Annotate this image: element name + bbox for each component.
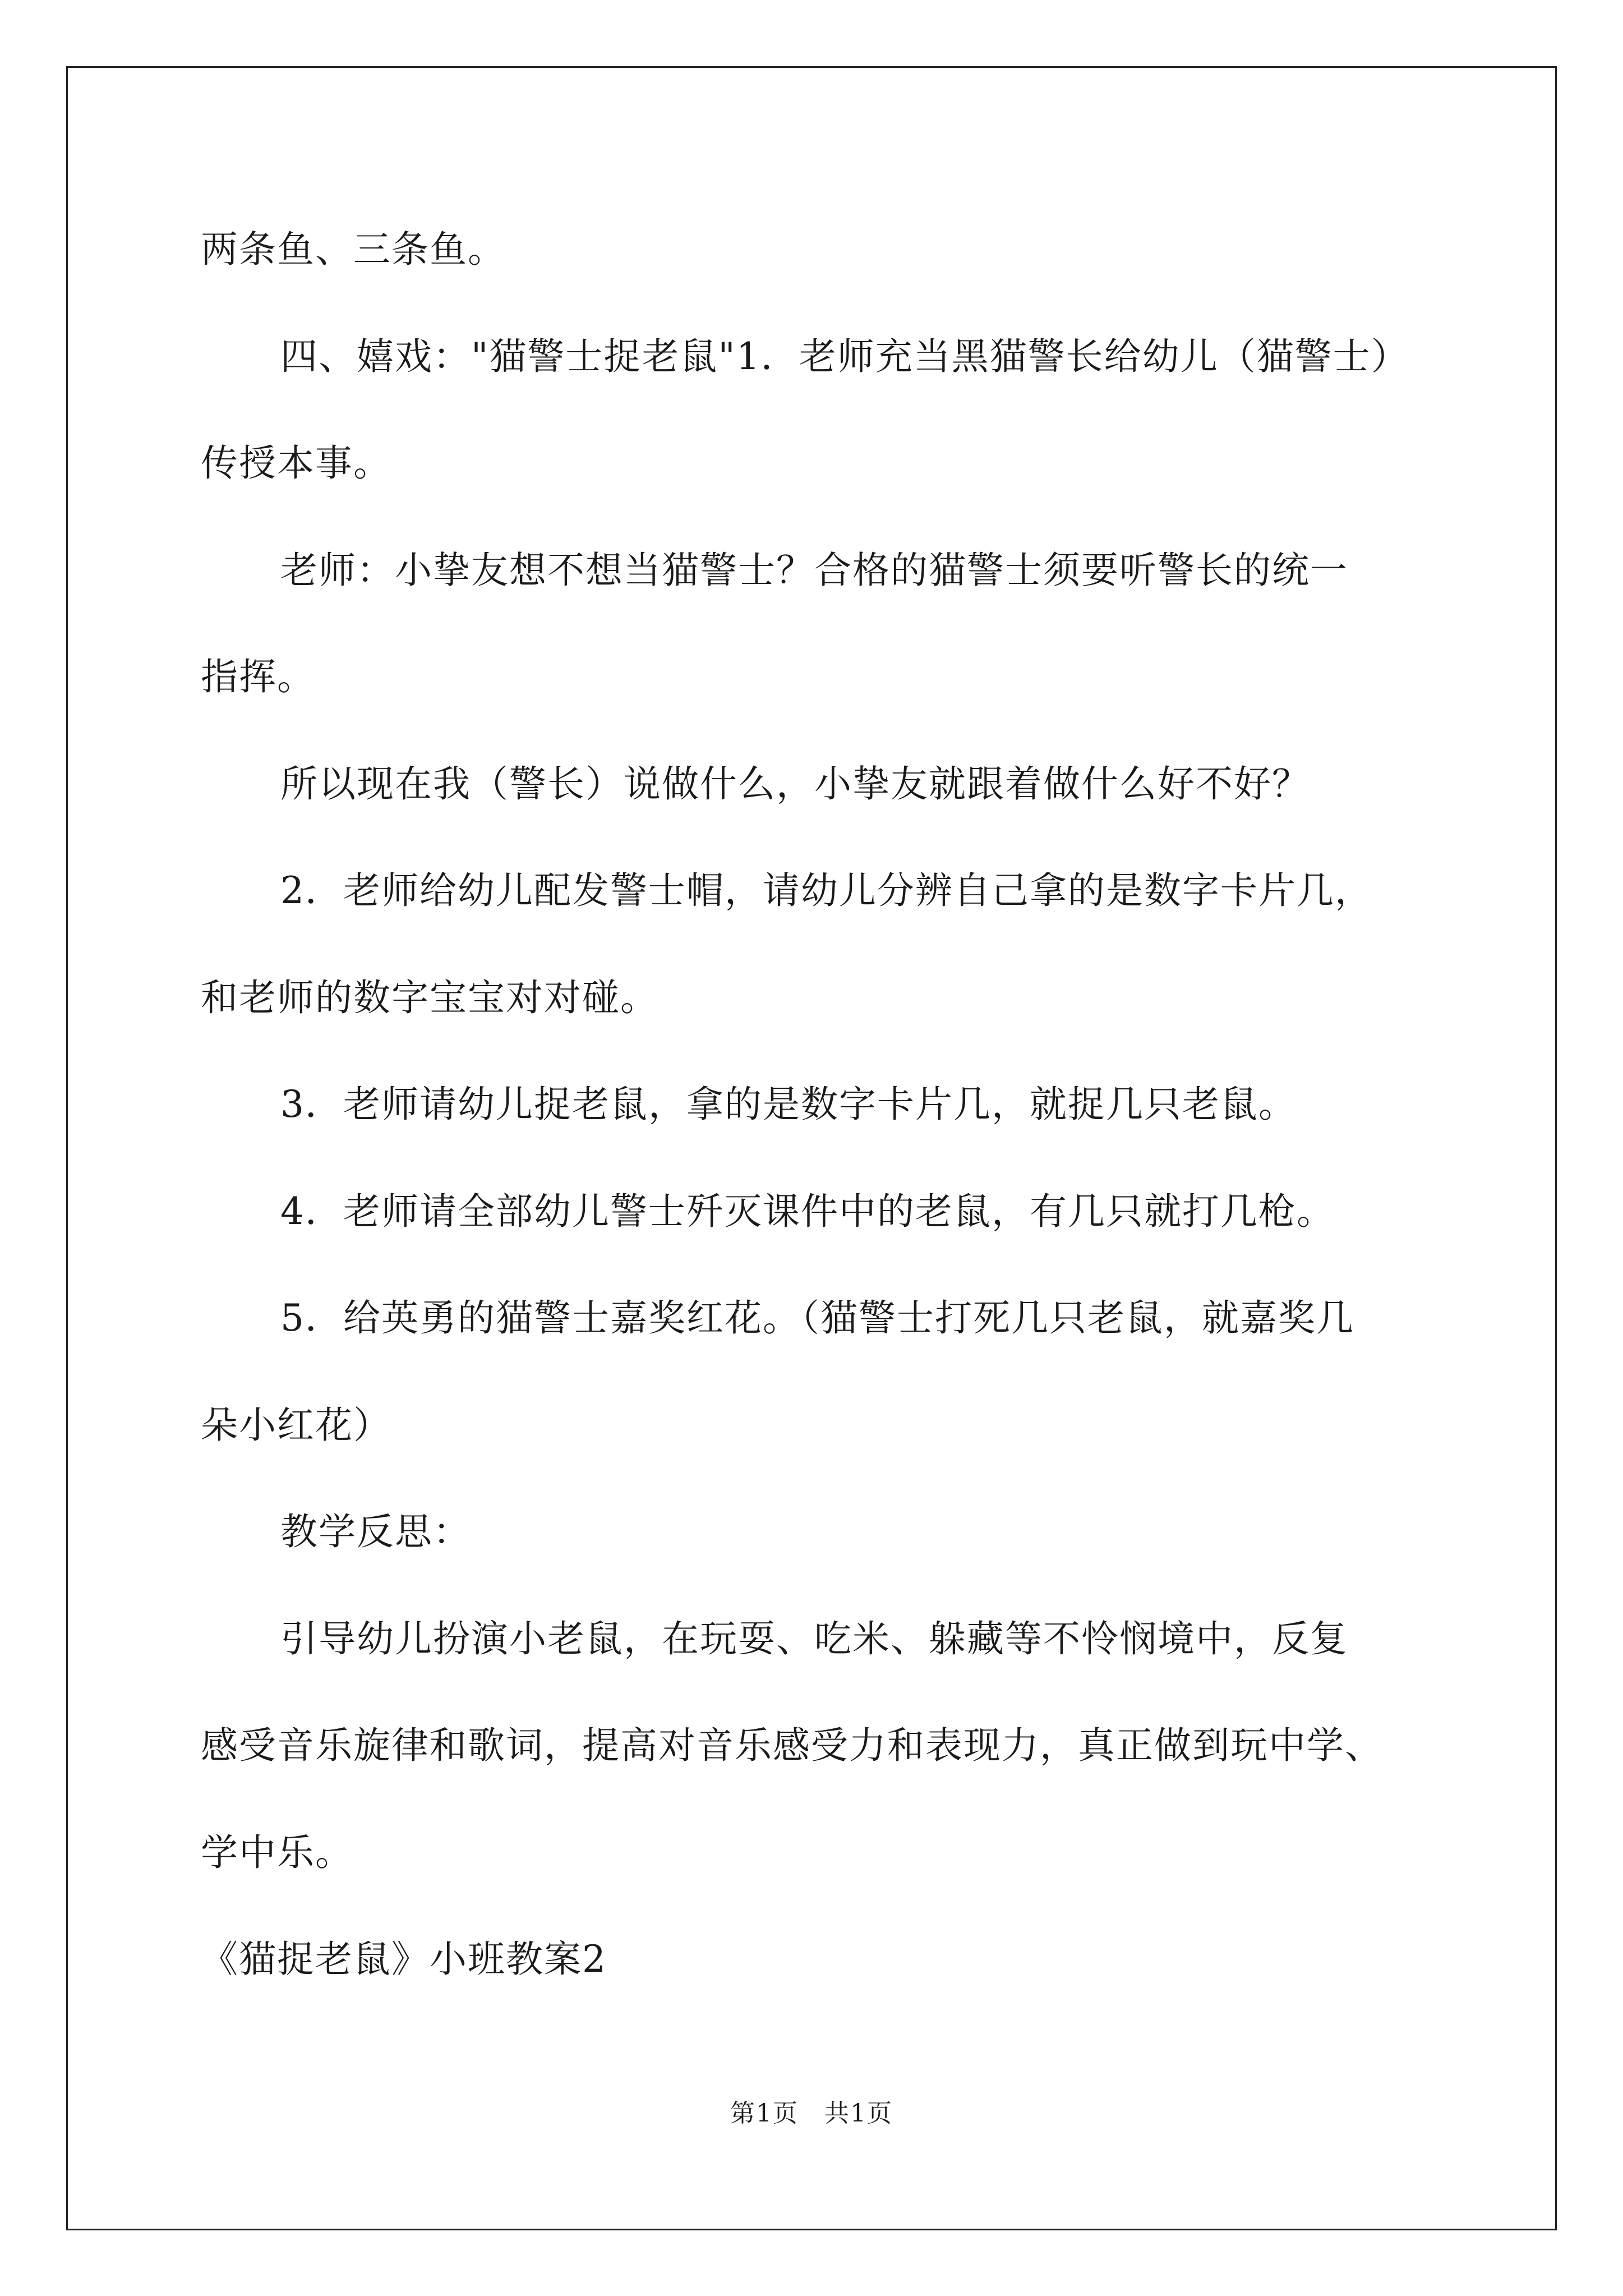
text-line: 朵小红花） xyxy=(201,1404,391,1447)
text-line: 学中乐。 xyxy=(201,1831,353,1874)
text-line: 老师：小挚友想不想当猫警士？合格的猫警士须要听警长的统一 xyxy=(280,549,1348,592)
page-border xyxy=(66,66,1557,2230)
text-line: 5．给英勇的猫警士嘉奖红花。（猫警士打死几只老鼠，就嘉奖几 xyxy=(280,1296,1354,1340)
page-number-footer: 第1页 共1页 xyxy=(730,2099,893,2128)
text-line: 所以现在我（警长）说做什么，小挚友就跟着做什么好不好？ xyxy=(280,762,1310,806)
text-line: 和老师的数字宝宝对对碰。 xyxy=(201,976,658,1019)
text-line: 感受音乐旋律和歌词，提高对音乐感受力和表现力，真正做到玩中学、 xyxy=(201,1724,1383,1767)
text-line: 3．老师请幼儿捉老鼠，拿的是数字卡片几，就捉几只老鼠。 xyxy=(280,1083,1297,1126)
text-line: 引导幼儿扮演小老鼠，在玩耍、吃米、躲藏等不怜悯境中，反复 xyxy=(280,1617,1348,1660)
section-heading: 《猫捉老鼠》小班教案2 xyxy=(201,1938,607,1981)
text-line: 传授本事。 xyxy=(201,441,391,485)
text-line: 四、嬉戏："猫警士捉老鼠"1．老师充当黑猫警长给幼儿（猫警士） xyxy=(280,335,1409,378)
text-line: 教学反思： xyxy=(280,1510,471,1553)
text-line: 指挥。 xyxy=(201,655,315,698)
text-line: 4．老师请全部幼儿警士歼灭课件中的老鼠，有几只就打几枪。 xyxy=(280,1190,1335,1233)
text-line: 两条鱼、三条鱼。 xyxy=(201,228,506,271)
text-line: 2．老师给幼儿配发警士帽，请幼儿分辨自己拿的是数字卡片几， xyxy=(280,869,1373,912)
